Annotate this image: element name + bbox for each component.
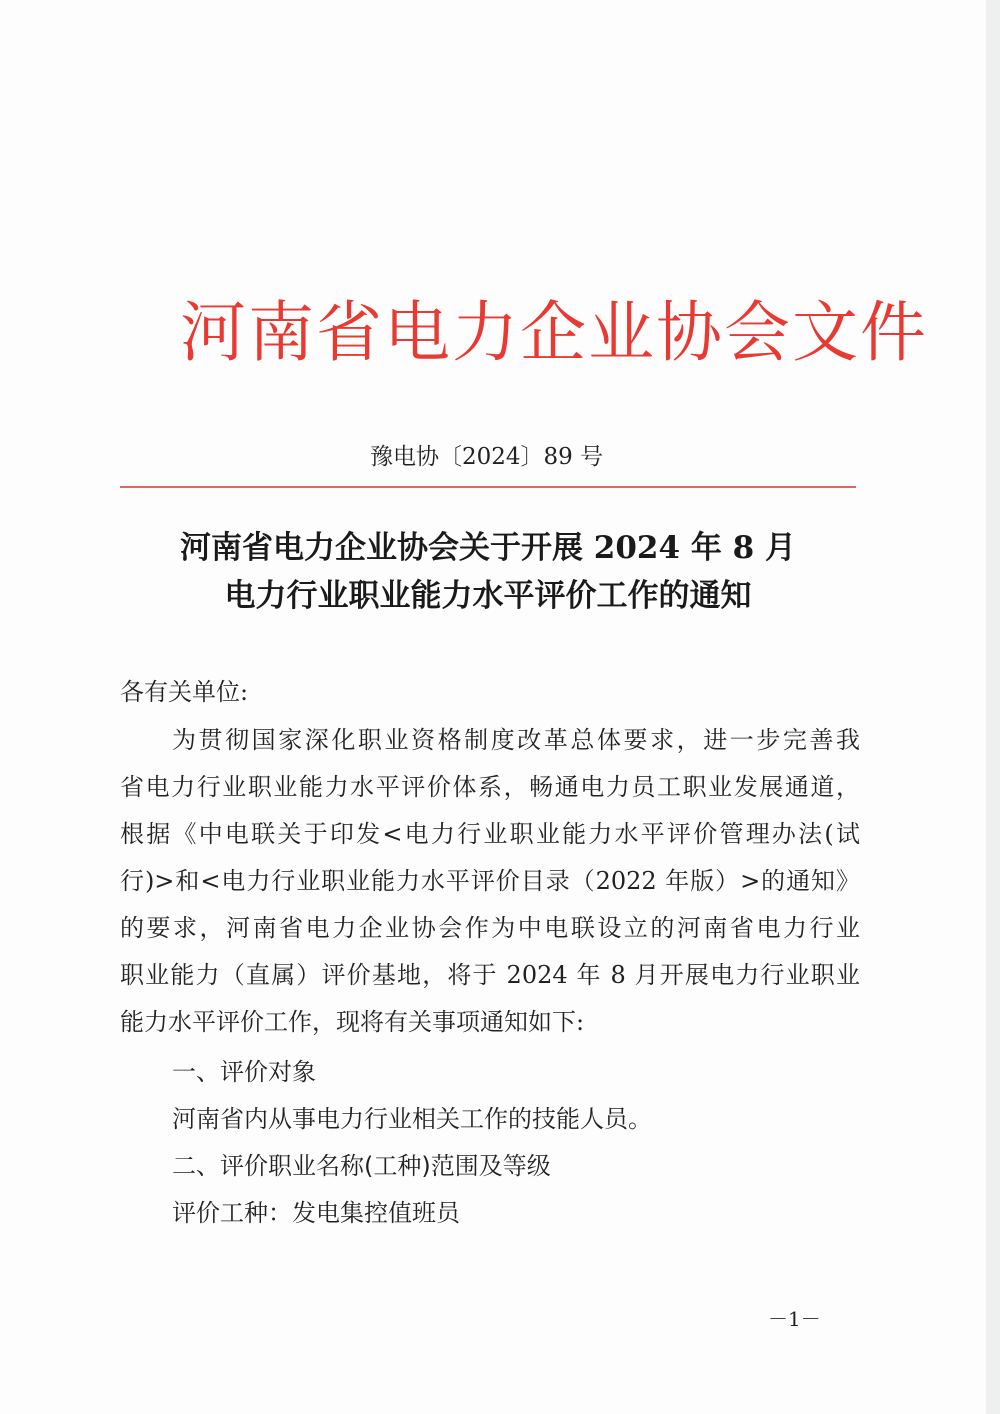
section-1-text: 河南省内从事电力行业相关工作的技能人员。 [172, 1105, 652, 1133]
salutation: 各有关单位: [120, 678, 249, 706]
paragraph-line: 省电力行业职业能力水平评价体系，畅通电力员工职业发展通道， [120, 773, 860, 801]
section-2-text: 评价工种：发电集控值班员 [172, 1199, 460, 1227]
document-number: 豫电协〔2024〕89 号 [370, 444, 604, 470]
paragraph-line: 的要求，河南省电力企业协会作为中电联设立的河南省电力行业 [120, 914, 860, 942]
section-2-heading: 二、评价职业名称(工种)范围及等级 [172, 1152, 551, 1180]
notice-title-line-2: 电力行业职业能力水平评价工作的通知 [224, 578, 752, 614]
paragraph-line: 根据《中电联关于印发<电力行业职业能力水平评价管理办法(试 [120, 820, 860, 848]
section-1-heading: 一、评价对象 [172, 1058, 316, 1086]
paragraph-line: 为贯彻国家深化职业资格制度改革总体要求，进一步完善我 [172, 726, 860, 754]
paragraph-line: 行)>和<电力行业职业能力水平评价目录（2022 年版）>的通知》 [120, 867, 860, 895]
scan-edge [986, 0, 1000, 1414]
page-number: －1－ [768, 1307, 821, 1331]
header-divider [120, 486, 856, 488]
paragraph-line: 能力水平评价工作，现将有关事项通知如下: [120, 1008, 585, 1036]
paragraph-line: 职业能力（直属）评价基地，将于 2024 年 8 月开展电力行业职业 [120, 961, 860, 989]
notice-title-line-1: 河南省电力企业协会关于开展 2024 年 8 月 [179, 530, 797, 566]
document-header-title: 河南省电力企业协会文件 [180, 294, 928, 371]
